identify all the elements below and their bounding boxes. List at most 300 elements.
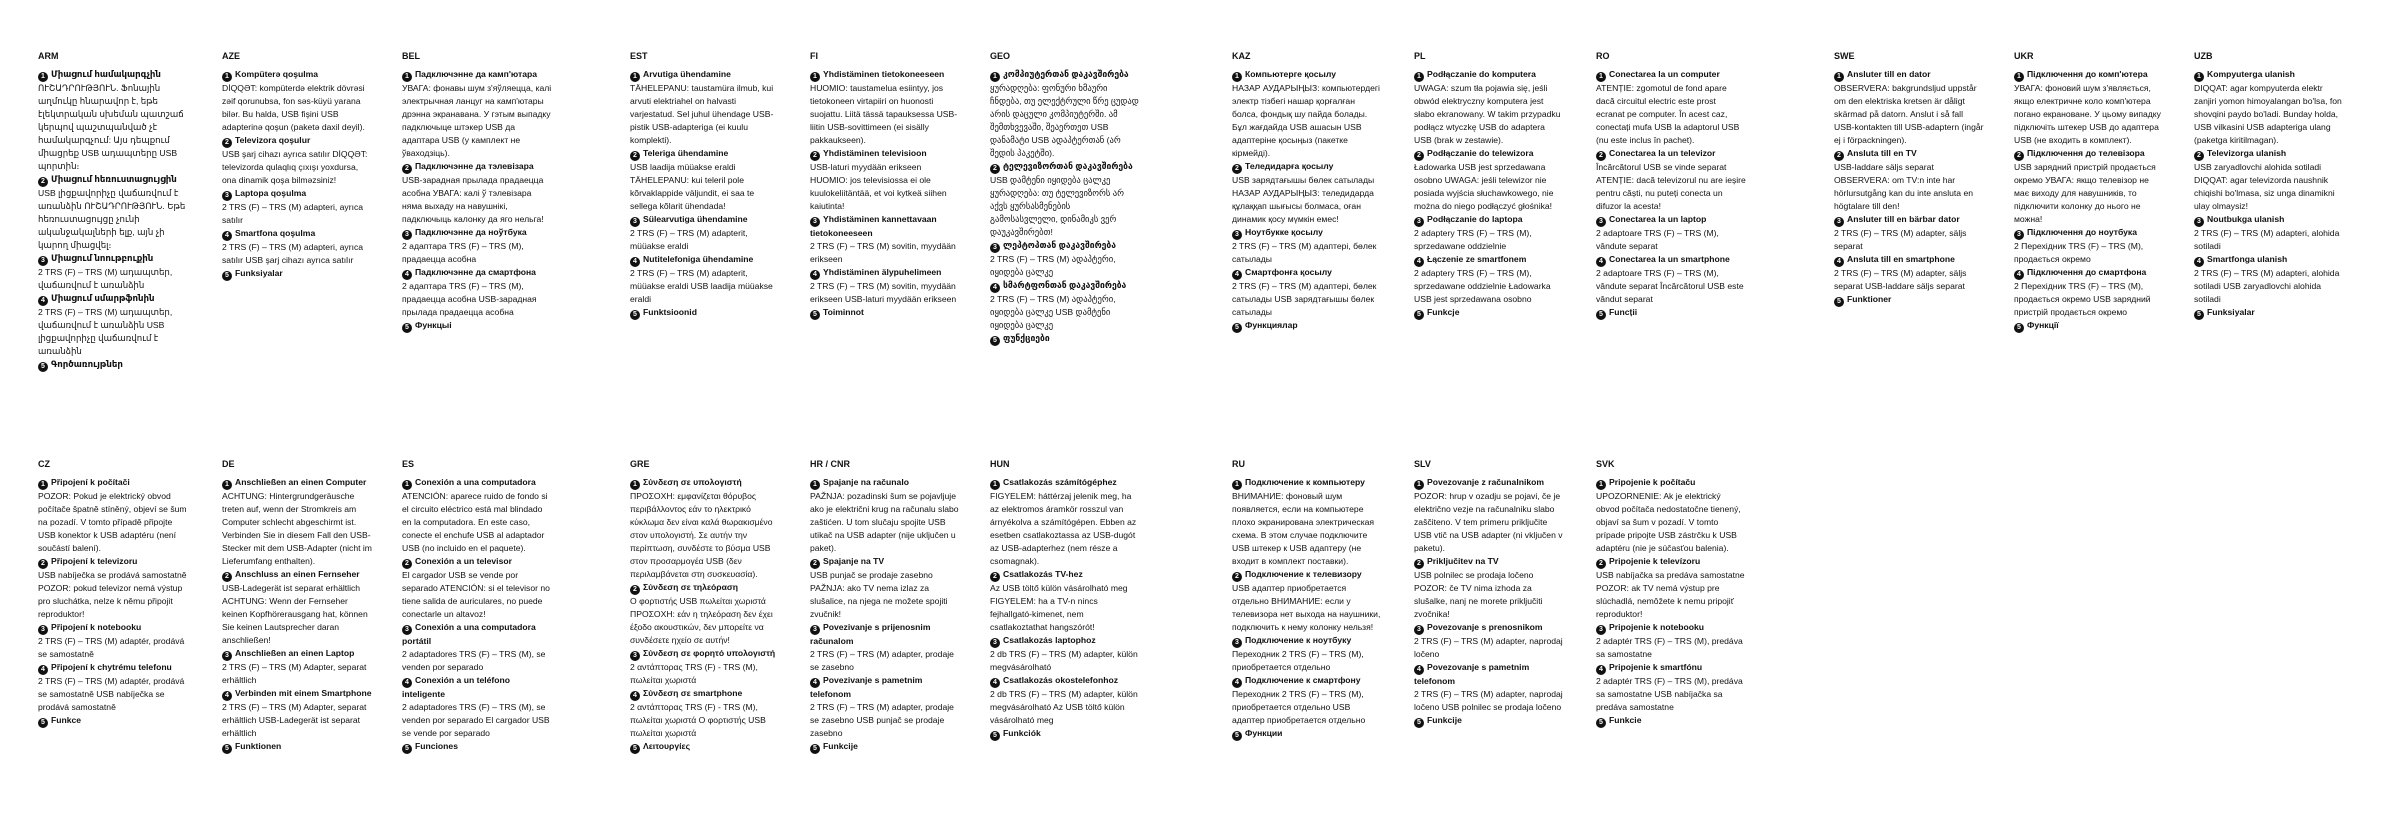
section-heading (1232, 160, 1382, 174)
body-text: 2 TRS (F) – TRS (M) adapteri, ayrıca satılır USB şarj cihazı ayrıca satılır (222, 242, 364, 265)
language-column (1232, 458, 1382, 741)
heading-text: ტელევიზორთან დაკავშირება (1003, 161, 1133, 171)
step-number-badge: 1 (2194, 72, 2204, 82)
section-text (402, 569, 552, 621)
language-column (630, 50, 780, 320)
section-text (402, 490, 552, 555)
step-number-badge: 2 (402, 559, 412, 569)
section-text (1596, 569, 1746, 621)
section-heading (1414, 476, 1564, 490)
step-number-badge: 1 (630, 480, 640, 490)
heading-text: Televizorga ulanish (2207, 148, 2287, 158)
section-text (2014, 240, 2164, 266)
section-heading (38, 173, 188, 187)
section-heading (1596, 306, 1746, 320)
step-number-badge: 4 (38, 296, 48, 306)
section-text (222, 661, 372, 687)
body-text: 2 adaptery TRS (F) – TRS (M), sprzedawane oddzielnie (1414, 228, 1532, 251)
step-number-badge: 2 (2194, 151, 2204, 161)
section-heading (222, 647, 372, 661)
step-number-badge: 4 (810, 270, 820, 280)
body-text: 2 TRS (F) – TRS (M) adapter, naprodaj ločeno (1414, 636, 1563, 659)
step-number-badge: 1 (1834, 72, 1844, 82)
section-heading (1414, 306, 1564, 320)
section-heading (402, 68, 552, 82)
body-text: POZOR: Pokud je elektrický obvod počítače špatně stíněný, objeví se šum na pozadí. V tomto případě připojte USB konektor k USB adaptéru (není součástí balení). (38, 491, 187, 553)
section-heading (402, 674, 552, 701)
heading-text: Priključitev na TV (1427, 556, 1499, 566)
heading-text: Pripojenie k notebooku (1609, 622, 1705, 632)
step-number-badge: 1 (222, 480, 232, 490)
body-text: ACHTUNG: Hintergrundgeräusche treten auf, wenn der Stromkreis am Computer schlecht abgeschirmt ist. Verbinden Sie in diesem Fall den USB-Stecker mit dem USB-Adapter (nicht im Lieferumfang enthalten). (222, 491, 372, 566)
section-text (2194, 161, 2344, 213)
body-text: ATENCIÓN: aparece ruido de fondo si el circuito eléctrico está mal blindado en la computadora. En este caso, conecte el enchufe USB al adaptador USB (no incluido en el paquete). (402, 491, 548, 553)
language-column (1834, 50, 1984, 307)
heading-text: Conexión a una computadora portátil (402, 622, 536, 646)
body-text: 2 TRS (F) – TRS (M) adapterit, müüakse eraldi (630, 228, 748, 251)
heading-text: Падключэнне да тэлевізара (415, 161, 534, 171)
step-number-badge: 2 (990, 164, 1000, 174)
body-text: 2 TRS (F) – TRS (M) adaptér, prodává se samostatně (38, 636, 185, 659)
language-code: ARM (38, 51, 59, 61)
body-text: 2 αντάπτορας TRS (F) - TRS (M), πωλείται χωριστά (630, 662, 758, 685)
section-heading (38, 292, 188, 306)
step-number-badge: 2 (990, 572, 1000, 582)
heading-text: Noutbukga ulanish (2207, 214, 2285, 224)
section-heading (990, 332, 1140, 346)
section-heading (402, 740, 552, 754)
section-heading (990, 68, 1140, 82)
body-text: USB დამტენი იყიდება ცალკე ყურადღება: თუ ტელევიზორს არ აქვს ყურსასმენების გამოსასვლელი, დინამიკს ვერ დაუკავშირებთ! (990, 175, 1124, 237)
heading-text: Միացում համակարգչին (51, 69, 161, 79)
section-text (38, 490, 188, 555)
section-heading (810, 306, 960, 320)
step-number-badge: 1 (402, 480, 412, 490)
heading-text: Смартфонға қосылу (1245, 267, 1332, 277)
section-text (990, 648, 1140, 674)
section-text (630, 227, 780, 253)
section-heading (402, 621, 552, 648)
heading-text: Łączenie ze smartfonem (1427, 254, 1527, 264)
heading-text: Підключення до ноутбука (2027, 227, 2138, 237)
section-heading (1834, 293, 1984, 307)
step-number-badge: 3 (1834, 217, 1844, 227)
step-number-badge: 2 (222, 572, 232, 582)
body-text: POZOR: hrup v ozadju se pojavi, če je električno vezje na računalniku slabo zaščiteno. V tem primeru priključite USB vtič na USB adapter (ni vključen v paketu). (1414, 491, 1563, 553)
body-text: 2 Перехідник TRS (F) – TRS (M), продається окремо (2014, 241, 2144, 264)
step-number-badge: 5 (38, 362, 48, 372)
section-heading (1414, 147, 1564, 161)
step-number-badge: 3 (810, 217, 820, 227)
step-number-badge: 5 (1834, 297, 1844, 307)
section-text (1414, 82, 1564, 147)
language-code: GRE (630, 459, 650, 469)
section-text (222, 241, 372, 267)
language-code: FI (810, 51, 818, 61)
step-number-badge: 5 (1232, 323, 1242, 333)
section-heading (402, 476, 552, 490)
language-code: UKR (2014, 51, 2034, 61)
section-heading (2014, 226, 2164, 240)
heading-text: Podłączanie do telewizora (1427, 148, 1534, 158)
body-text: 2 adaptoare TRS (F) – TRS (M), vândute separat (1596, 228, 1719, 251)
body-text: USB zaryadlovchi alohida sotiladi DIQQAT: agar televizorda naushnik chiqishi bo'lmasa, siz unga dinamikni ulay olmaysiz! (2194, 162, 2335, 211)
body-text: Încărcătorul USB se vinde separat ATENȚIE: dacă televizorul nu are ieșire pentru căști, nu puteți conecta un difuzor la acesta! (1596, 162, 1746, 211)
section-heading (1834, 147, 1984, 161)
section-text (630, 267, 780, 306)
section-heading (1232, 568, 1382, 582)
section-heading (2194, 306, 2344, 320)
body-text: 2 adaptery TRS (F) – TRS (M), sprzedawane oddzielnie Ładowarka USB jest sprzedawana osobno (1414, 268, 1551, 304)
step-number-badge: 3 (1232, 230, 1242, 240)
heading-text: Yhdistäminen kannettavaan tietokoneeseen (810, 214, 937, 238)
step-number-badge: 2 (2014, 151, 2024, 161)
heading-text: Σύνδεση σε υπολογιστή (643, 477, 742, 487)
section-heading (402, 319, 552, 333)
section-heading (1232, 727, 1382, 741)
language-column (38, 50, 188, 372)
heading-text: Laptopa qoşulma (235, 188, 307, 198)
section-heading (402, 266, 552, 280)
body-text: DIQQAT: agar kompyuterda elektr zanjiri yomon himoyalangan bo'lsa, fon shovqini paydo bo'ladi. Bunday holda, USB vilkasini USB adapteriga ulang (paketga kiritilmagan). (2194, 83, 2342, 145)
body-text: USB-laturi myydään erikseen HUOMIO: jos televisiossa ei ole kuulokeliitäntää, et voi kytkeä siihen kaiutinta! (810, 162, 947, 211)
section-heading (630, 68, 780, 82)
section-heading (38, 358, 188, 372)
heading-text: Televizora qoşulur (235, 135, 311, 145)
heading-text: კომპიუტერთან დაკავშირება (1003, 69, 1129, 79)
body-text: 2 TRS (F) – TRS (M) adapterit, müüakse eraldi USB laadija müüakse eraldi (630, 268, 773, 304)
section-heading (1596, 714, 1746, 728)
heading-text: Anschluss an einen Fernseher (235, 569, 360, 579)
section-text (1232, 82, 1382, 160)
section-heading (1414, 68, 1564, 82)
step-number-badge: 5 (402, 323, 412, 333)
body-text: 2 TRS (F) – TRS (M) Adapter, separat erhältlich USB-Ladegerät ist separat erhältlich (222, 702, 367, 738)
section-heading (1232, 68, 1382, 82)
section-heading (222, 134, 372, 148)
heading-text: Funkcije (1427, 715, 1462, 725)
section-heading (1232, 634, 1382, 648)
section-heading (1596, 213, 1746, 227)
section-heading (990, 160, 1140, 174)
heading-text: Toiminnot (823, 307, 864, 317)
body-text: 2 TRS (F) – TRS (M) adapteri, alohida sotiladi USB zaryadlovchi alohida sotiladi (2194, 268, 2340, 304)
heading-text: Funksiyalar (2207, 307, 2255, 317)
section-text (1834, 227, 1984, 253)
heading-text: Подключение к ноутбуку (1245, 635, 1352, 645)
section-text (2194, 82, 2344, 147)
body-text: Переходник 2 TRS (F) – TRS (M), приобретается отдельно (1232, 649, 1364, 672)
section-heading (38, 555, 188, 569)
body-text: OBSERVERA: bakgrundsljud uppstår om den elektriska kretsen är dåligt skärmad på datorn. Anslut i så fall USB-kontakten till USB-adaptern (ingår ej i förpackningen). (1834, 83, 1984, 145)
body-text: 2 TRS (F) – TRS (M) адаптері, бөлек сатылады USB зарядтағышы бөлек сатылады (1232, 281, 1377, 317)
section-text (630, 595, 780, 647)
section-text (1232, 688, 1382, 727)
section-text (810, 161, 960, 213)
section-text (630, 82, 780, 147)
body-text: 2 TRS (F) – TRS (M) adapter, säljs separat (1834, 228, 1967, 251)
section-heading (2194, 213, 2344, 227)
section-text (38, 306, 188, 358)
step-number-badge: 4 (38, 665, 48, 675)
step-number-badge: 3 (1414, 217, 1424, 227)
step-number-badge: 1 (1414, 72, 1424, 82)
language-column (1596, 458, 1746, 728)
heading-text: Σύνδεση σε τηλεόραση (643, 582, 739, 592)
section-heading (1596, 253, 1746, 267)
section-heading (222, 227, 372, 241)
step-number-badge: 1 (222, 72, 232, 82)
step-number-badge: 2 (1232, 572, 1242, 582)
heading-text: Yhdistäminen tietokoneeseen (823, 69, 945, 79)
body-text: DİQQƏT: kompüterdə elektrik dövrəsi zəif qorunubsa, fon səs-küyü yarana bilər. Bu halda, USB fişini USB adapterinə qoşun (paketə daxil deyil). (222, 83, 365, 132)
step-number-badge: 5 (810, 744, 820, 754)
heading-text: Funktioner (1847, 294, 1892, 304)
step-number-badge: 4 (1834, 257, 1844, 267)
step-number-badge: 4 (2014, 270, 2024, 280)
body-text: 2 adaptadores TRS (F) – TRS (M), se venden por separado (402, 649, 546, 672)
language-column (2014, 50, 2164, 333)
heading-text: Conexión a un televisor (415, 556, 512, 566)
body-text: 2 TRS (F) – TRS (M) adapteri, ayrıca satılır (222, 202, 364, 225)
step-number-badge: 5 (222, 271, 232, 281)
body-text: ВНИМАНИЕ: фоновый шум появляется, если на компьютере плохо экранирована электрическая схема. В этом случае подключите USB штекер к USB адаптеру (не входит в комплект поставки). (1232, 491, 1375, 566)
language-code: RO (1596, 51, 1610, 61)
heading-text: Підключення до смартфона (2027, 267, 2147, 277)
heading-text: Verbinden mit einem Smartphone (235, 688, 372, 698)
section-text (2194, 227, 2344, 253)
step-number-badge: 3 (2194, 217, 2204, 227)
step-number-badge: 4 (1414, 257, 1424, 267)
step-number-badge: 5 (1232, 731, 1242, 741)
step-number-badge: 3 (222, 191, 232, 201)
language-column (1414, 50, 1564, 320)
heading-text: Nutitelefoniga ühendamine (643, 254, 754, 264)
heading-text: Funciones (415, 741, 458, 751)
section-text (38, 569, 188, 621)
body-text: USB зарядтағышы бөлек сатылады НАЗАР АУДАРЫҢЫЗ: теледидарда құлаққап шығысы болмаса, оған динамик қосу мүмкін емес! (1232, 175, 1375, 224)
body-text: 2 db TRS (F) – TRS (M) adapter, külön megvásárolható Az USB töltő külön vásárolható meg (990, 689, 1138, 725)
section-text (810, 648, 960, 674)
section-heading (630, 306, 780, 320)
body-text: 2 adaptér TRS (F) – TRS (M), predáva sa samostatne USB nabíjačka sa predáva samostatne (1596, 676, 1743, 712)
section-text (1232, 174, 1382, 226)
section-text (402, 240, 552, 266)
body-text: УВАГА: фонавы шум з'яўляецца, калі электрычная ланцуг на камп'ютары дрэнна экранавана. У гэтым выпадку падключыце штэкер USB да адаптара USB (у камплект не ўваходзіць). (402, 83, 552, 158)
heading-text: Funkcije (823, 741, 858, 751)
section-text (630, 161, 780, 213)
step-number-badge: 2 (402, 164, 412, 174)
body-text: 2 TRS (F) – TRS (M) adapter, prodaje se zasebno (810, 649, 954, 672)
body-text: 2 db TRS (F) – TRS (M) adapter, külön megvásárolható (990, 649, 1138, 672)
heading-text: ლეპტოპთან დაკავშირება (1003, 240, 1117, 250)
heading-text: Csatlakozás laptophoz (1003, 635, 1096, 645)
section-heading (1596, 555, 1746, 569)
step-number-badge: 3 (1232, 638, 1242, 648)
step-number-badge: 2 (810, 151, 820, 161)
body-text: PAŽNJA: pozadinski šum se pojavljuje ako je električni krug na računalu slabo zaštićen. U tom slučaju spojite USB utikač na USB adapter (nije uključen u paket). (810, 491, 959, 553)
heading-text: Подключение к компьютеру (1245, 477, 1365, 487)
section-text (222, 148, 372, 187)
heading-text: Σύνδεση σε φορητό υπολογιστή (643, 648, 776, 658)
section-text (2014, 161, 2164, 226)
heading-text: Povezivanje s prijenosnim računalom (810, 622, 931, 646)
heading-text: Sülearvutiga ühendamine (643, 214, 748, 224)
step-number-badge: 2 (810, 559, 820, 569)
language-code: BEL (402, 51, 420, 61)
body-text: ყურადღება: ფონური ხმაური ჩნდება, თუ ელექტრული წრე ცუდად არის დაცული კომპიუტერში. ამ შემთხვევაში, შეაერთეთ USB დანამატი USB ადაპტერთან (არ შედის პაკეტში). (990, 83, 1139, 158)
language-code: SVK (1596, 459, 1615, 469)
language-column (2194, 50, 2344, 320)
body-text: USB зарядний пристрій продається окремо УВАГА: якщо телевізор не має виходу для навушників, то підключити колонку до нього не можна! (2014, 162, 2156, 224)
section-text (990, 174, 1140, 239)
language-column (630, 458, 780, 754)
section-heading (38, 661, 188, 675)
section-text (810, 490, 960, 555)
section-heading (2014, 68, 2164, 82)
step-number-badge: 1 (810, 72, 820, 82)
section-text (222, 490, 372, 568)
body-text: 2 TRS (F) – TRS (M) ադապտեր, վաճառվում է առանձին USB լիցքավորիչը վաճառվում է առանձին (38, 307, 173, 356)
step-number-badge: 4 (222, 691, 232, 701)
body-text: USB-Ladegerät ist separat erhältlich ACHTUNG: Wenn der Fernseher keinen Kopfhörerausgang hat, können Sie keinen Lautsprecher daran anschließen! (222, 583, 368, 645)
heading-text: Povezovanje s pametnim telefonom (1414, 662, 1530, 686)
language-column (1596, 50, 1746, 320)
heading-text: სმარტფონთან დაკავშირება (1003, 280, 1127, 290)
step-number-badge: 3 (810, 625, 820, 635)
section-text (1232, 648, 1382, 674)
heading-text: Ansluter till en bärbar dator (1847, 214, 1960, 224)
heading-text: Падключэнне да ноўтбука (415, 227, 527, 237)
body-text: 2 adaptér TRS (F) – TRS (M), predáva sa samostatne (1596, 636, 1743, 659)
heading-text: Ansluta till en TV (1847, 148, 1917, 158)
body-text: USB nabíjačka sa predáva samostatne POZOR: ak TV nemá výstup pre slúchadlá, nemôžete k nemu pripojiť reproduktor! (1596, 570, 1745, 619)
section-heading (1232, 226, 1382, 240)
section-heading (1414, 253, 1564, 267)
language-column (810, 50, 960, 320)
language-column (222, 50, 372, 281)
section-heading (402, 226, 552, 240)
section-heading (810, 147, 960, 161)
body-text: 2 TRS (F) – TRS (M) Adapter, separat erhältlich (222, 662, 367, 685)
section-text (990, 293, 1140, 332)
language-code: KAZ (1232, 51, 1251, 61)
heading-text: ფუნქციები (1003, 333, 1050, 343)
section-heading (222, 68, 372, 82)
step-number-badge: 1 (990, 480, 1000, 490)
heading-text: Podłączanie do komputera (1427, 69, 1536, 79)
step-number-badge: 2 (1834, 151, 1844, 161)
section-heading (222, 568, 372, 582)
step-number-badge: 3 (630, 217, 640, 227)
step-number-badge: 4 (1596, 257, 1606, 267)
section-heading (222, 267, 372, 281)
step-number-badge: 2 (1414, 151, 1424, 161)
step-number-badge: 3 (990, 638, 1000, 648)
language-code: DE (222, 459, 235, 469)
section-heading (1834, 213, 1984, 227)
heading-text: Conectarea la un smartphone (1609, 254, 1730, 264)
heading-text: Conectarea la un televizor (1609, 148, 1716, 158)
body-text: USB şarj cihazı ayrıca satılır DİQQƏT: televizorda qulaqlıq çıxışı yoxdursa, ona dinamik qoşa bilməzsiniz! (222, 149, 368, 185)
step-number-badge: 4 (630, 257, 640, 267)
step-number-badge: 1 (1414, 480, 1424, 490)
step-number-badge: 3 (630, 651, 640, 661)
step-number-badge: 4 (810, 678, 820, 688)
body-text: TÄHELEPANU: taustamüra ilmub, kui arvuti elektriahel on halvasti varjestatud. Sel juhul ühendage USB-pistik USB-adapteriga (ei kuulu komplekti). (630, 83, 774, 145)
section-text (990, 490, 1140, 568)
step-number-badge: 1 (38, 480, 48, 490)
step-number-badge: 3 (222, 651, 232, 661)
section-text (1596, 635, 1746, 661)
heading-text: Csatlakozás okostelefonhoz (1003, 675, 1119, 685)
heading-text: Spajanje na TV (823, 556, 885, 566)
section-text (402, 701, 552, 740)
section-heading (1834, 253, 1984, 267)
step-number-badge: 3 (38, 256, 48, 266)
section-heading (1596, 621, 1746, 635)
heading-text: Ansluta till en smartphone (1847, 254, 1955, 264)
heading-text: Pripojenie k televízoru (1609, 556, 1701, 566)
section-heading (38, 476, 188, 490)
body-text: 2 TRS (F) – TRS (M) adapteri, alohida sotiladi (2194, 228, 2340, 251)
heading-text: Conectarea la un laptop (1609, 214, 1707, 224)
section-text (990, 82, 1140, 160)
body-text: 2 adaptoare TRS (F) – TRS (M), vândute separat Încărcătorul USB este vândut separat (1596, 268, 1744, 304)
heading-text: Funcții (1609, 307, 1638, 317)
step-number-badge: 5 (630, 310, 640, 320)
section-heading (990, 279, 1140, 293)
section-text (222, 701, 372, 740)
heading-text: Připojení k chytrému telefonu (51, 662, 172, 672)
heading-text: Pripojenie k počítaču (1609, 477, 1696, 487)
section-text (38, 82, 188, 173)
step-number-badge: 4 (630, 691, 640, 701)
step-number-badge: 1 (1596, 72, 1606, 82)
body-text: 2 TRS (F) – TRS (M) ադապտեր, վաճառվում է առանձին (38, 267, 173, 290)
step-number-badge: 1 (990, 72, 1000, 82)
body-text: Az USB töltő külön vásárolható meg FIGYELEM: ha a TV-n nincs fejhallgató-kimenet, nem csatlakoztathat hangszórót! (990, 583, 1128, 632)
step-number-badge: 5 (630, 744, 640, 754)
step-number-badge: 5 (222, 744, 232, 754)
step-number-badge: 5 (990, 336, 1000, 346)
heading-text: Функциялар (1245, 320, 1298, 330)
step-number-badge: 4 (2194, 257, 2204, 267)
heading-text: Funkciók (1003, 728, 1041, 738)
section-heading (402, 160, 552, 174)
body-text: USB լիցքավորիչը վաճառվում է առանձին ՈՒՇԱԴՐՈՒԹՅՈՒՆ. Եթե հեռուստացույցը չունի ականջակալների ելք, այն չի կարող միացվել։ (38, 188, 186, 250)
section-heading (1414, 213, 1564, 227)
section-heading (1232, 476, 1382, 490)
section-text (1414, 635, 1564, 661)
step-number-badge: 1 (1232, 480, 1242, 490)
language-code: AZE (222, 51, 240, 61)
section-text (1834, 82, 1984, 147)
section-text (402, 280, 552, 319)
section-text (1596, 161, 1746, 213)
body-text: 2 TRS (F) – TRS (M) sovitin, myydään erikseen USB-laturi myydään erikseen (810, 281, 957, 304)
section-text (38, 187, 188, 252)
language-column (1232, 50, 1382, 333)
body-text: Переходник 2 TRS (F) – TRS (M), приобретается отдельно USB адаптер приобретается отдельно (1232, 689, 1366, 725)
step-number-badge: 4 (402, 678, 412, 688)
step-number-badge: 2 (1596, 151, 1606, 161)
heading-text: Anschließen an einen Computer (235, 477, 367, 487)
step-number-badge: 3 (402, 625, 412, 635)
heading-text: Теледидарға қосылу (1245, 161, 1334, 171)
body-text: 2 αντάπτορας TRS (F) - TRS (M), πωλείται χωριστά Ο φορτιστής USB πωλείται χωριστά (630, 702, 766, 738)
heading-text: Csatlakozás számítógéphez (1003, 477, 1117, 487)
